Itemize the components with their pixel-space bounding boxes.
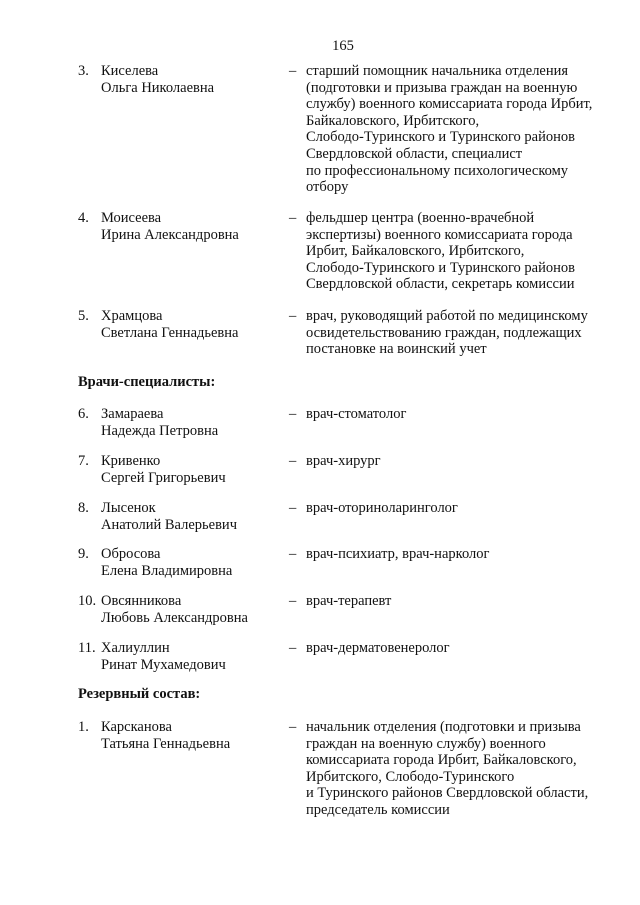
entry-dash: –: [289, 406, 297, 422]
entry-number: 4.: [78, 210, 89, 226]
entry-number: 11.: [78, 640, 96, 656]
entry-number: 3.: [78, 63, 89, 79]
entry-number: 8.: [78, 500, 89, 516]
member-name: [101, 453, 281, 486]
entry-number: 7.: [78, 453, 89, 469]
entry-number: 1.: [78, 719, 89, 735]
member-name: [101, 719, 281, 752]
section-heading-reserve: Резервный состав:: [78, 686, 201, 702]
entry-dash: –: [289, 308, 297, 324]
entry-number: 5.: [78, 308, 89, 324]
member-name: [101, 593, 281, 626]
entry-dash: –: [289, 593, 297, 609]
role-line: граждан на военную службу) военного: [306, 735, 546, 752]
role-line: фельдшер центра (военно-врачебной: [306, 210, 535, 226]
member-surname: Карсканова: [101, 719, 172, 735]
role-line: отбору: [306, 179, 349, 196]
member-given-names: Светлана Геннадьевна: [101, 324, 239, 341]
role-line: врач-психиатр, врач-нарколог: [306, 546, 490, 562]
member-given-names: Ринат Мухамедович: [101, 656, 226, 673]
role-line: Байкаловского, Ирбитского,: [306, 112, 480, 129]
entry-dash: –: [289, 640, 297, 656]
member-role: [306, 640, 611, 657]
member-surname: Обросова: [101, 546, 161, 562]
role-line: комиссариата города Ирбит, Байкаловского,: [306, 752, 577, 769]
role-line: врач-оториноларинголог: [306, 500, 458, 516]
role-line: начальник отделения (подготовки и призыва: [306, 719, 581, 735]
member-role: [306, 546, 611, 563]
member-role: [306, 593, 611, 610]
member-name: [101, 63, 281, 96]
member-role: [306, 210, 611, 293]
member-given-names: Ирина Александровна: [101, 226, 239, 243]
role-line: Ирбитского, Слободо-Туринского: [306, 768, 515, 785]
role-line: экспертизы) военного комиссариата города: [306, 226, 573, 243]
entry-dash: –: [289, 546, 297, 562]
member-given-names: Любовь Александровна: [101, 609, 248, 626]
member-name: [101, 210, 281, 243]
member-role: [306, 308, 611, 358]
role-line: освидетельствованию граждан, подлежащих: [306, 324, 582, 341]
member-role: [306, 63, 611, 196]
member-surname: Кривенко: [101, 453, 161, 469]
role-line: Слободо-Туринского и Туринского районов: [306, 259, 575, 276]
role-line: врач-дерматовенеролог: [306, 640, 450, 656]
entry-dash: –: [289, 500, 297, 516]
member-name: [101, 308, 281, 341]
member-role: [306, 406, 611, 423]
role-line: Ирбит, Байкаловского, Ирбитского,: [306, 243, 525, 260]
entry-dash: –: [289, 210, 297, 226]
member-surname: Храмцова: [101, 308, 163, 324]
member-given-names: Ольга Николаевна: [101, 79, 215, 96]
member-role: [306, 453, 611, 470]
page-number: 165: [332, 38, 354, 54]
role-line: постановке на воинский учет: [306, 341, 487, 358]
member-surname: Киселева: [101, 63, 159, 79]
member-name: [101, 640, 281, 673]
member-given-names: Анатолий Валерьевич: [101, 516, 237, 533]
member-surname: Замараева: [101, 406, 164, 422]
role-line: Слободо-Туринского и Туринского районов: [306, 129, 575, 146]
member-given-names: Сергей Григорьевич: [101, 469, 226, 486]
role-line: врач-терапевт: [306, 593, 392, 609]
member-given-names: Надежда Петровна: [101, 422, 219, 439]
member-given-names: Татьяна Геннадьевна: [101, 735, 231, 752]
role-line: врач-хирург: [306, 453, 381, 469]
section-heading-specialists: Врачи-специалисты:: [78, 374, 216, 390]
member-name: [101, 406, 281, 439]
entry-dash: –: [289, 63, 297, 79]
member-surname: Моисеева: [101, 210, 162, 226]
member-name: [101, 500, 281, 533]
role-line: по профессиональному психологическому: [306, 162, 569, 179]
role-line: председатель комиссии: [306, 801, 450, 818]
member-role: [306, 500, 611, 517]
role-line: Свердловской области, секретарь комиссии: [306, 276, 575, 293]
entry-number: 6.: [78, 406, 89, 422]
member-surname: Лысенок: [101, 500, 156, 516]
role-line: старший помощник начальника отделения: [306, 63, 569, 79]
role-line: и Туринского районов Свердловской области,: [306, 785, 589, 802]
entry-number: 10.: [78, 593, 97, 609]
member-surname: Халиуллин: [101, 640, 170, 656]
entry-number: 9.: [78, 546, 89, 562]
member-surname: Овсянникова: [101, 593, 182, 609]
role-line: Свердловской области, специалист: [306, 145, 523, 162]
member-name: [101, 546, 281, 579]
role-line: врач, руководящий работой по медицинскому: [306, 308, 588, 324]
member-given-names: Елена Владимировна: [101, 562, 233, 579]
role-line: (подготовки и призыва граждан на военную: [306, 79, 578, 96]
entry-dash: –: [289, 453, 297, 469]
member-role: [306, 719, 611, 819]
role-line: службу) военного комиссариата города Ирбит,: [306, 96, 593, 113]
role-line: врач-стоматолог: [306, 406, 407, 422]
entry-dash: –: [289, 719, 297, 735]
